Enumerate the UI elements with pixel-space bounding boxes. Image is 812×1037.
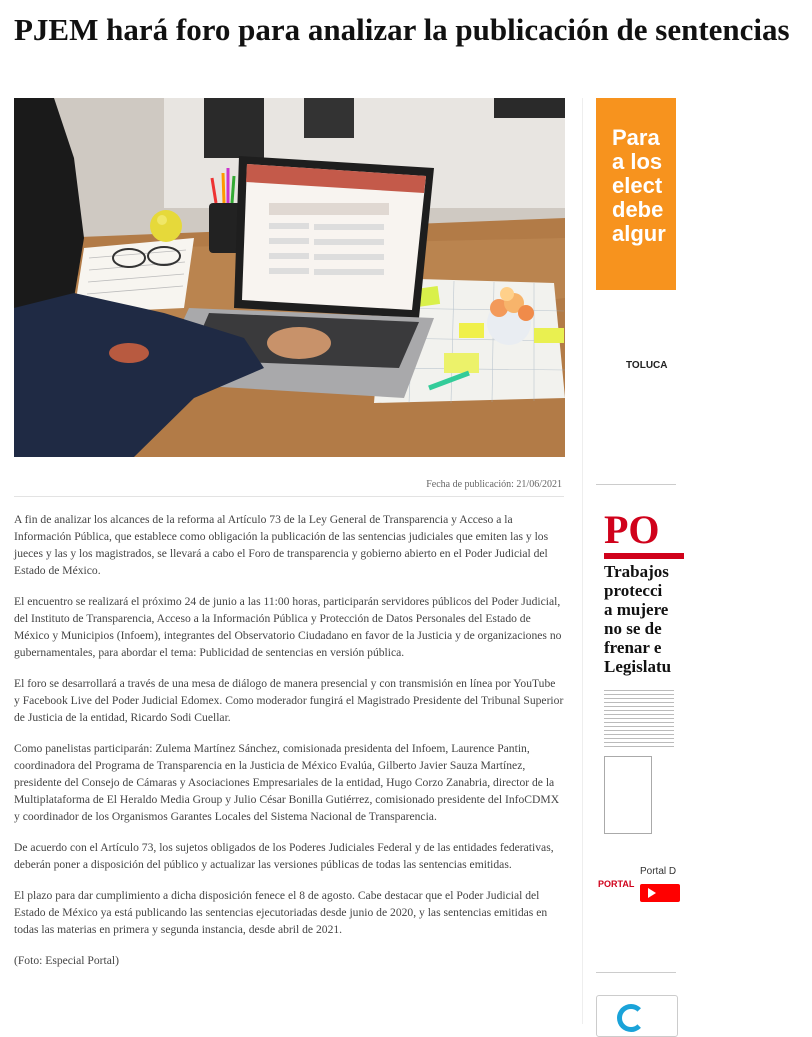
sidebar-card[interactable] bbox=[596, 995, 678, 1037]
cover-table-graphic bbox=[604, 756, 652, 834]
youtube-widget[interactable] bbox=[596, 864, 676, 904]
article-paragraph: De acuerdo con el Artículo 73, los sujetos obligados de los Poderes Judiciales Federal y de las entidades federativas, deberán poner a disposición del público y actualizar las versiones públicas de todas las sentencias emitidas. bbox=[14, 841, 554, 871]
column-divider bbox=[582, 98, 583, 1024]
article-body bbox=[14, 511, 564, 983]
brand-c-icon bbox=[617, 1004, 645, 1032]
article-paragraph: El foro se desarrollará a través de una mesa de diálogo de manera presencial y con transmisión en línea por YouTube y Facebook Live del Poder Judicial Edomex. Como moderador fungirá el Magistrado Presidente del Tribunal Superior de Justicia de la entidad, Ricardo Sodi Cuellar. bbox=[14, 677, 564, 724]
newspaper-logo: PO bbox=[604, 507, 660, 552]
portal-logo: PORTAL bbox=[598, 879, 635, 889]
article-title: PJEM hará foro para analizar la publicación de sentencias bbox=[14, 12, 790, 47]
article-paragraph: A fin de analizar los alcances de la reforma al Artículo 73 de la Ley General de Transparencia y Acceso a la Información Pública, que establece como obligación la publicación de las sentencias judiciales que emiten las y los jueces y las y los magistrados, se llevará a cabo el Foro de transparencia y gobierno abierto en el Poder Judicial del Estado de México. bbox=[14, 513, 549, 577]
article-paragraph: El encuentro se realizará el próximo 24 de junio a las 11:00 horas, participarán servidores públicos del Poder Judicial, del Instituto de Transparencia, Acceso a la Información Pública y Protección de Datos Personales del Estado de México y Municipios (Infoem), integrantes del Observatorio Ciudadano en favor de la Justicia y de organizaciones no gubernamentales, para abordar el tema: Publicidad de sentencias en versión pública. bbox=[14, 595, 562, 659]
divider bbox=[596, 972, 676, 973]
article-paragraph: El plazo para dar cumplimiento a dicha disposición fenece el 8 de agosto. Cabe destacar que el Poder Judicial del Estado de México ya está publicando las sentencias ejecutoriadas desde junio de 2020, y las sentencias emitidas en todas las materias en primera y segunda instancia, desde abril de 2021. bbox=[14, 889, 548, 936]
divider bbox=[596, 484, 676, 485]
newspaper-cover[interactable] bbox=[604, 507, 684, 830]
ad-text: Para a los elect debe algur bbox=[612, 125, 666, 246]
channel-name: Portal D bbox=[640, 866, 677, 877]
cover-fine-print bbox=[604, 690, 674, 750]
publication-date: Fecha de publicación: 21/06/2021 bbox=[426, 479, 562, 490]
laptop-photo-illustration bbox=[14, 98, 565, 457]
sidebar bbox=[596, 98, 677, 1024]
divider bbox=[14, 496, 564, 497]
article-hero-image bbox=[14, 98, 565, 457]
play-icon bbox=[648, 888, 656, 898]
article-paragraph: Como panelistas participarán: Zulema Martínez Sánchez, comisionada presidenta del Infoem, Laurence Pantin, coordinadora del Programa de Transparencia en la Justicia de México Evalúa, Gilberto Javier Sauza Martínez, presidente del Consejo de Cámaras y Asociaciones Empresariales de la entidad, Hugo Corzo Zanabria, director de la Multiplataforma de El Heraldo Media Group y Julio César Bonilla Gutiérrez, comisionado presidente del InfoCDMX y coordinador de los Organismos Garantes Locales del Sistema Nacional de Transparencia. bbox=[14, 742, 560, 823]
location-label: TOLUCA bbox=[626, 360, 668, 371]
cover-headline: Trabajos protecci a mujere no se de frenar e Legislatu bbox=[604, 562, 672, 676]
photo-credit: (Foto: Especial Portal) bbox=[14, 954, 119, 967]
newspaper-logo-bar bbox=[604, 553, 684, 559]
sidebar-ad-banner[interactable] bbox=[596, 98, 676, 290]
youtube-subscribe-button[interactable] bbox=[640, 884, 680, 902]
